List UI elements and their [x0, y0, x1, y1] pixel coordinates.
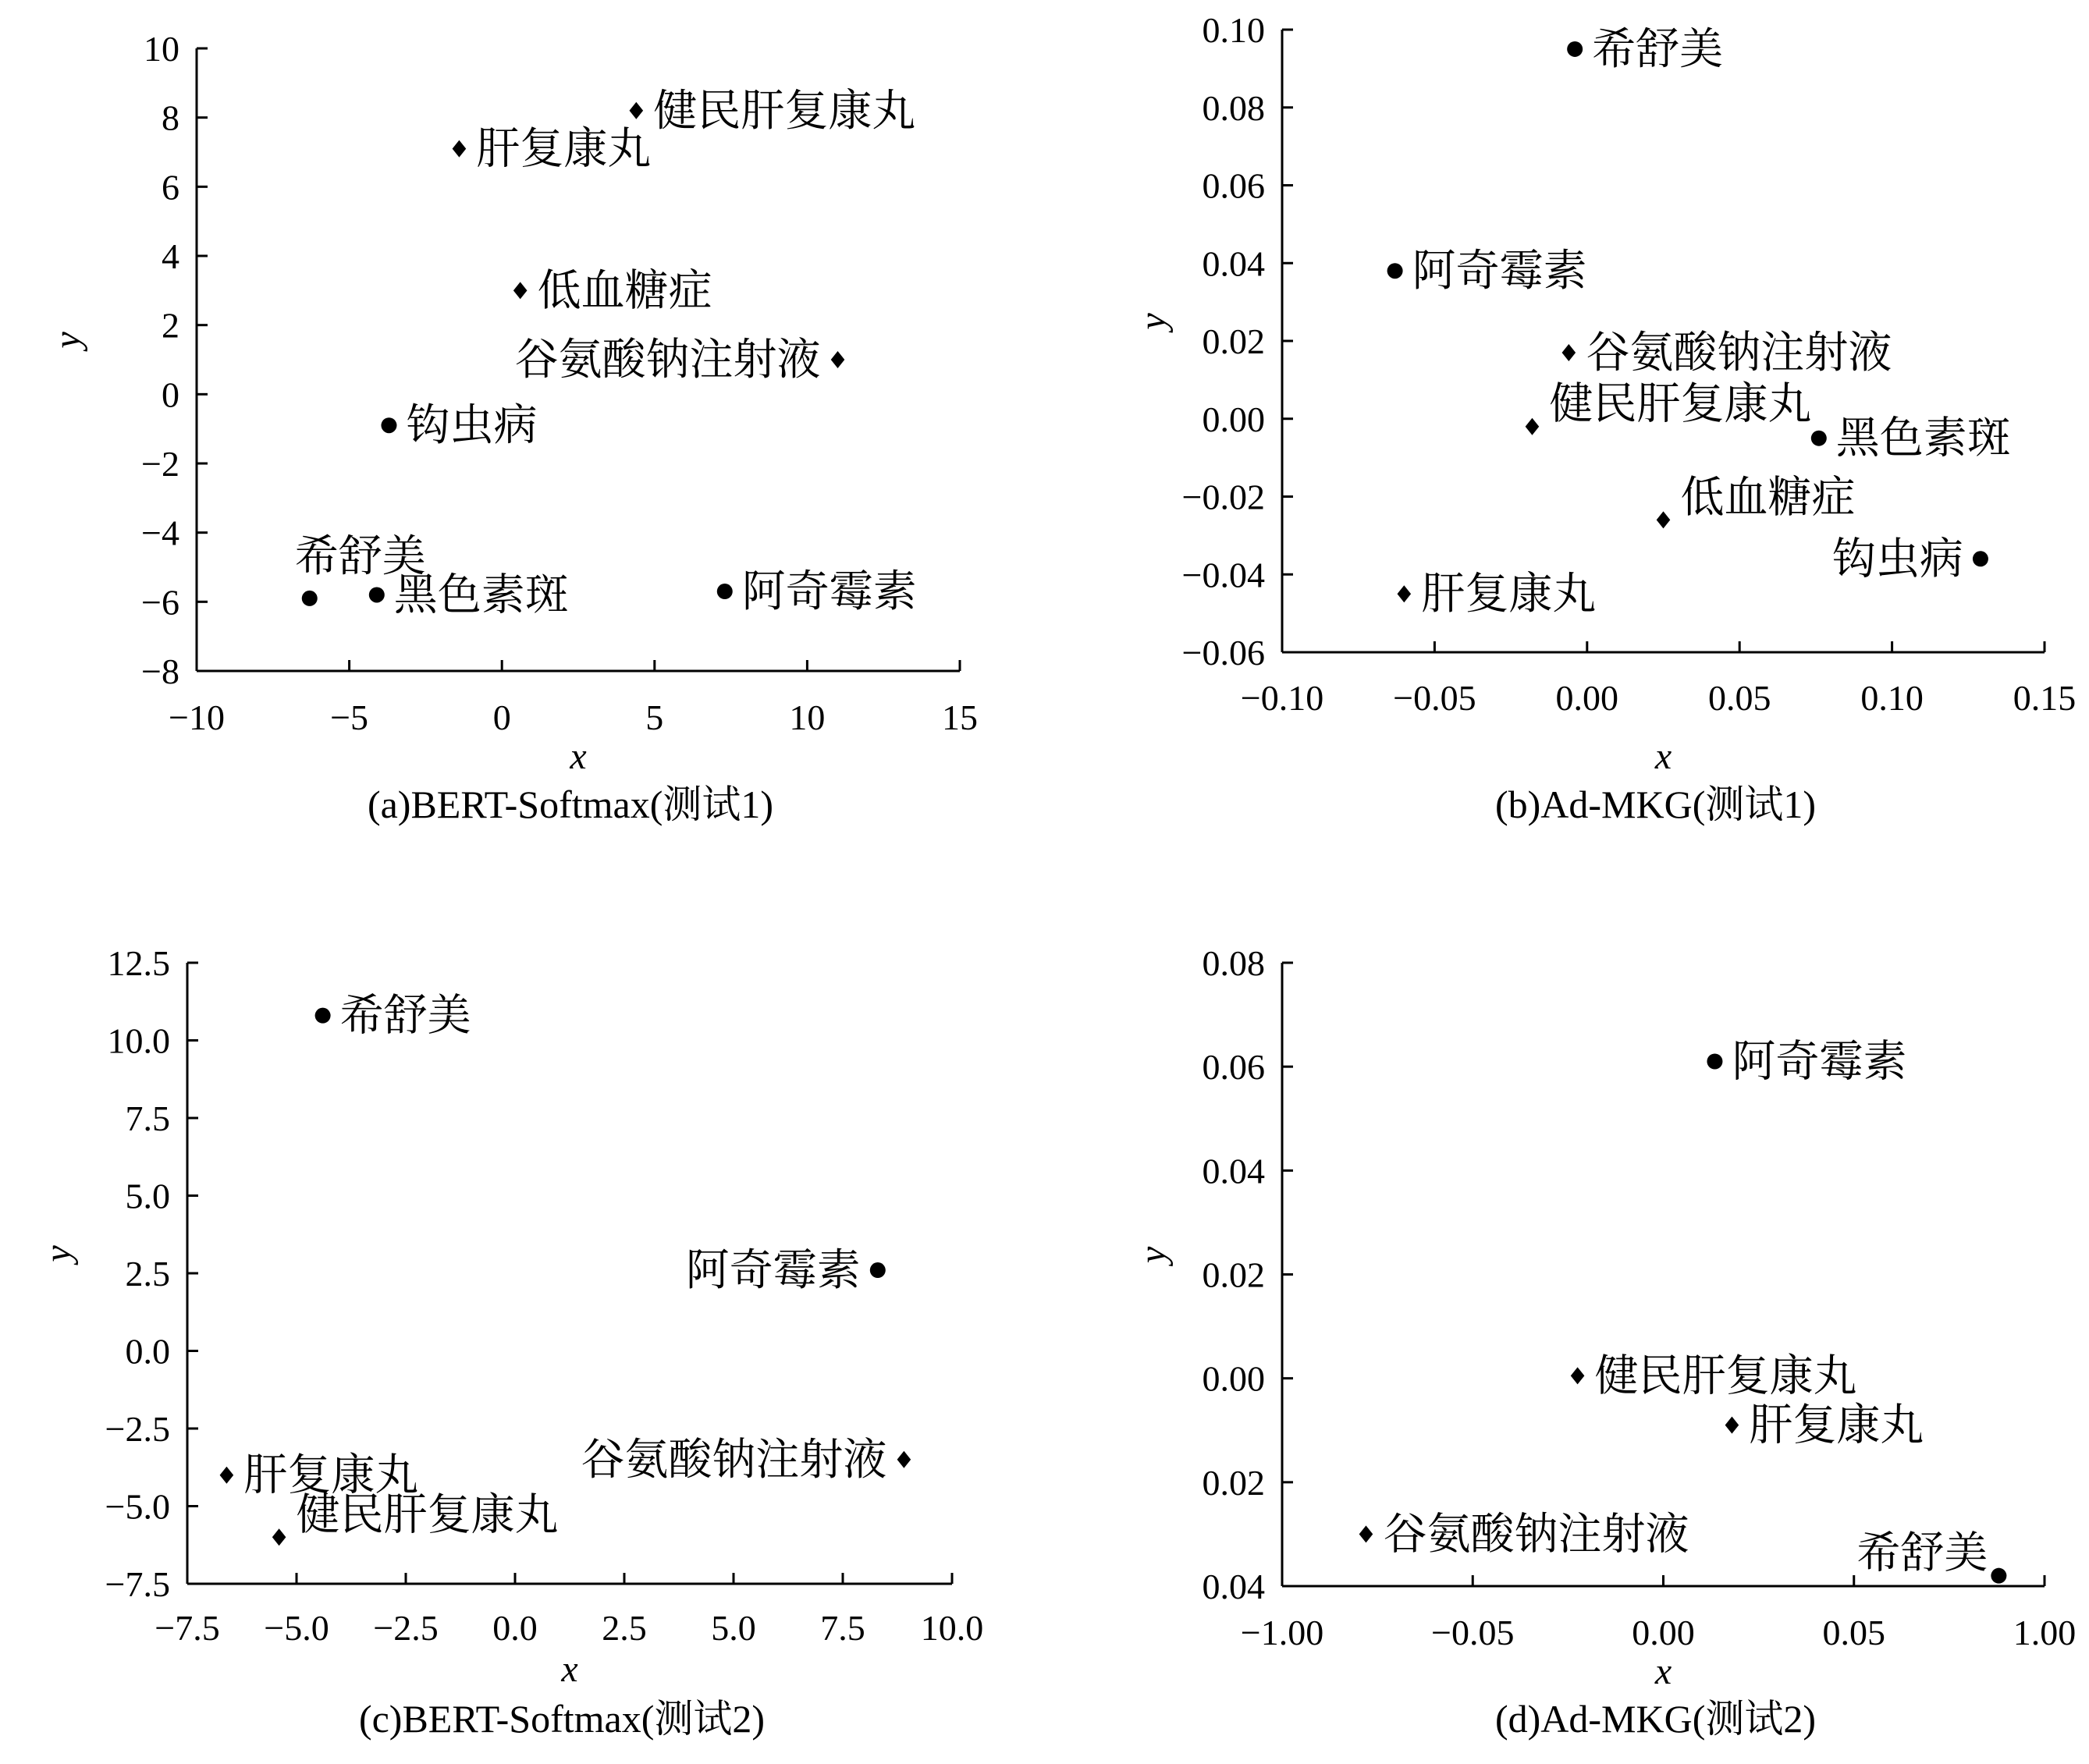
y-tick-label: 0.08 [1202, 943, 1265, 983]
point-label: 谷氨酸钠注射液 [514, 336, 821, 385]
point-label: 谷氨酸钠注射液 [1383, 1510, 1689, 1560]
y-tick-label: −2 [141, 444, 179, 484]
x-axis-title: x [1654, 736, 1672, 777]
y-tick-label: 0.02 [1202, 1255, 1265, 1295]
point-label: 谷氨酸钠注射液 [581, 1436, 887, 1485]
x-tick-label: −0.10 [1240, 678, 1324, 718]
point-label: 阿奇霉素 [1412, 247, 1587, 296]
x-tick-label: −5.0 [264, 1608, 329, 1648]
y-tick-label: 0.0 [125, 1331, 170, 1372]
chart-caption: (d)Ad-MKG(测试2) [1494, 1697, 1817, 1741]
x-tick-label: 0.05 [1707, 678, 1771, 718]
x-tick-label: 2.5 [602, 1608, 647, 1648]
point-label: 黑色素斑 [393, 571, 569, 620]
y-tick-label: 8 [162, 98, 179, 138]
point-marker-diamond [1657, 511, 1671, 528]
x-tick-label: 15 [942, 697, 978, 737]
x-tick-label: −0.05 [1431, 1613, 1515, 1652]
x-tick-label: 0 [492, 697, 511, 737]
y-tick-label: 0.10 [1202, 10, 1265, 50]
x-tick-label: 0.0 [492, 1608, 538, 1648]
y-tick-label: 0.06 [1202, 1047, 1265, 1088]
y-axis-title: y [1132, 313, 1174, 330]
point-marker-circle [1567, 41, 1583, 57]
point-label: 健民肝复康丸 [1549, 380, 1812, 429]
point-label: 肝复康丸 [1421, 570, 1597, 619]
point-marker-circle [1991, 1568, 2006, 1584]
y-tick-label: 0.08 [1202, 87, 1265, 128]
point-marker-diamond [1725, 1417, 1739, 1434]
point-marker-diamond [1562, 344, 1576, 361]
y-tick-label: 0.02 [1202, 1462, 1265, 1503]
point-label: 健民肝复康丸 [1594, 1352, 1857, 1401]
point-label: 谷氨酸钠注射液 [1586, 328, 1892, 378]
point-marker-circle [717, 584, 733, 599]
x-tick-label: 0.15 [2013, 678, 2077, 718]
y-tick-label: 7.5 [125, 1099, 170, 1138]
y-tick-label: −5.0 [105, 1486, 170, 1527]
x-tick-label: 5.0 [711, 1608, 756, 1648]
point-marker-diamond [831, 351, 845, 368]
y-tick-label: 0.00 [1202, 1358, 1265, 1399]
point-marker-diamond [513, 282, 528, 299]
point-label: 希舒美 [1856, 1529, 1988, 1578]
x-tick-label: −1.00 [1240, 1613, 1324, 1652]
point-label: 钩虫病 [1831, 535, 1963, 584]
y-tick-label: −0.06 [1181, 633, 1265, 673]
chart-panel-0 [47, 29, 978, 826]
point-label: 低血糖症 [537, 267, 712, 316]
chart-caption: (b)Ad-MKG(测试1) [1494, 783, 1817, 826]
chart-panel-2 [37, 943, 983, 1741]
y-tick-label: −8 [141, 651, 179, 691]
chart-caption: (a)BERT-Softmax(测试1) [367, 783, 774, 826]
x-tick-label: 10.0 [920, 1608, 984, 1648]
point-marker-circle [1707, 1054, 1722, 1070]
y-tick-label: −7.5 [105, 1564, 170, 1604]
y-tick-label: −0.04 [1181, 555, 1265, 595]
point-label: 健民肝复康丸 [653, 87, 916, 136]
x-tick-label: −2.5 [373, 1608, 439, 1648]
point-marker-circle [381, 417, 396, 433]
point-marker-circle [1811, 431, 1827, 446]
point-label: 阿奇霉素 [685, 1247, 861, 1296]
y-tick-label: 2 [162, 305, 179, 346]
point-label: 健民肝复康丸 [296, 1491, 559, 1540]
point-label: 阿奇霉素 [1732, 1038, 1907, 1087]
y-tick-label: 0.00 [1202, 399, 1265, 439]
x-tick-label: −5 [330, 697, 369, 737]
x-axis-title: x [570, 736, 587, 777]
point-label: 低血糖症 [1680, 474, 1856, 523]
x-tick-label: 7.5 [820, 1608, 865, 1648]
point-marker-circle [302, 591, 318, 606]
x-tick-label: 0.00 [1555, 678, 1619, 718]
point-label: 希舒美 [294, 532, 426, 581]
y-tick-label: 12.5 [107, 943, 170, 983]
x-tick-label: −0.05 [1393, 678, 1476, 718]
x-tick-label: 0.00 [1632, 1613, 1695, 1652]
x-axis-title: x [561, 1649, 578, 1690]
y-tick-label: −2.5 [105, 1409, 170, 1449]
y-axis-title: y [37, 1245, 79, 1262]
point-label: 希舒美 [339, 992, 471, 1041]
point-label: 肝复康丸 [476, 125, 652, 174]
point-marker-diamond [272, 1528, 286, 1546]
point-marker-diamond [897, 1451, 911, 1468]
point-label: 钩虫病 [406, 402, 538, 451]
point-label: 肝复康丸 [1749, 1401, 1924, 1450]
y-axis-title: y [1132, 1246, 1174, 1264]
y-tick-label: 6 [162, 167, 179, 208]
y-tick-label: 5.0 [125, 1176, 170, 1216]
point-label: 希舒美 [1592, 25, 1724, 74]
chart-panel-1 [1132, 10, 2076, 826]
y-tick-label: 0 [162, 374, 179, 415]
y-tick-label: 4 [162, 236, 179, 276]
point-marker-diamond [1571, 1367, 1585, 1384]
point-label: 黑色素斑 [1835, 414, 2011, 463]
y-tick-label: 0.02 [1202, 321, 1265, 361]
y-axis-title: y [47, 332, 88, 349]
y-tick-label: 2.5 [125, 1254, 170, 1294]
x-tick-label: 5 [645, 697, 664, 737]
point-marker-diamond [1398, 585, 1412, 602]
y-tick-label: 10.0 [107, 1020, 170, 1061]
y-tick-label: 0.06 [1202, 165, 1265, 206]
point-label: 阿奇霉素 [741, 568, 917, 617]
chart-caption: (c)BERT-Softmax(测试2) [358, 1697, 766, 1741]
y-tick-label: 0.04 [1202, 1567, 1265, 1606]
point-marker-diamond [1526, 418, 1540, 435]
x-axis-title: x [1654, 1651, 1672, 1692]
y-tick-label: 0.04 [1202, 1151, 1265, 1191]
chart-panel-3 [1132, 943, 2076, 1741]
x-tick-label: −7.5 [155, 1608, 220, 1648]
point-marker-circle [1973, 551, 1988, 566]
point-marker-circle [369, 587, 385, 602]
y-tick-label: 0.04 [1202, 243, 1265, 284]
point-marker-circle [1387, 263, 1403, 279]
x-tick-label: 1.00 [2013, 1613, 2077, 1652]
y-tick-label: −6 [141, 582, 179, 623]
point-marker-diamond [220, 1467, 234, 1484]
point-marker-diamond [453, 140, 467, 158]
x-tick-label: 10 [789, 697, 826, 737]
point-marker-diamond [1359, 1525, 1373, 1542]
y-tick-label: −0.02 [1181, 477, 1265, 517]
point-marker-circle [315, 1008, 331, 1024]
point-label: 肝复康丸 [243, 1451, 419, 1500]
x-tick-label: 0.05 [1822, 1613, 1885, 1652]
y-tick-label: −4 [141, 513, 179, 553]
x-tick-label: 0.10 [1860, 678, 1924, 718]
x-tick-label: −10 [169, 697, 225, 737]
y-tick-label: 10 [144, 29, 179, 69]
point-marker-circle [870, 1262, 886, 1278]
point-marker-diamond [630, 102, 644, 119]
